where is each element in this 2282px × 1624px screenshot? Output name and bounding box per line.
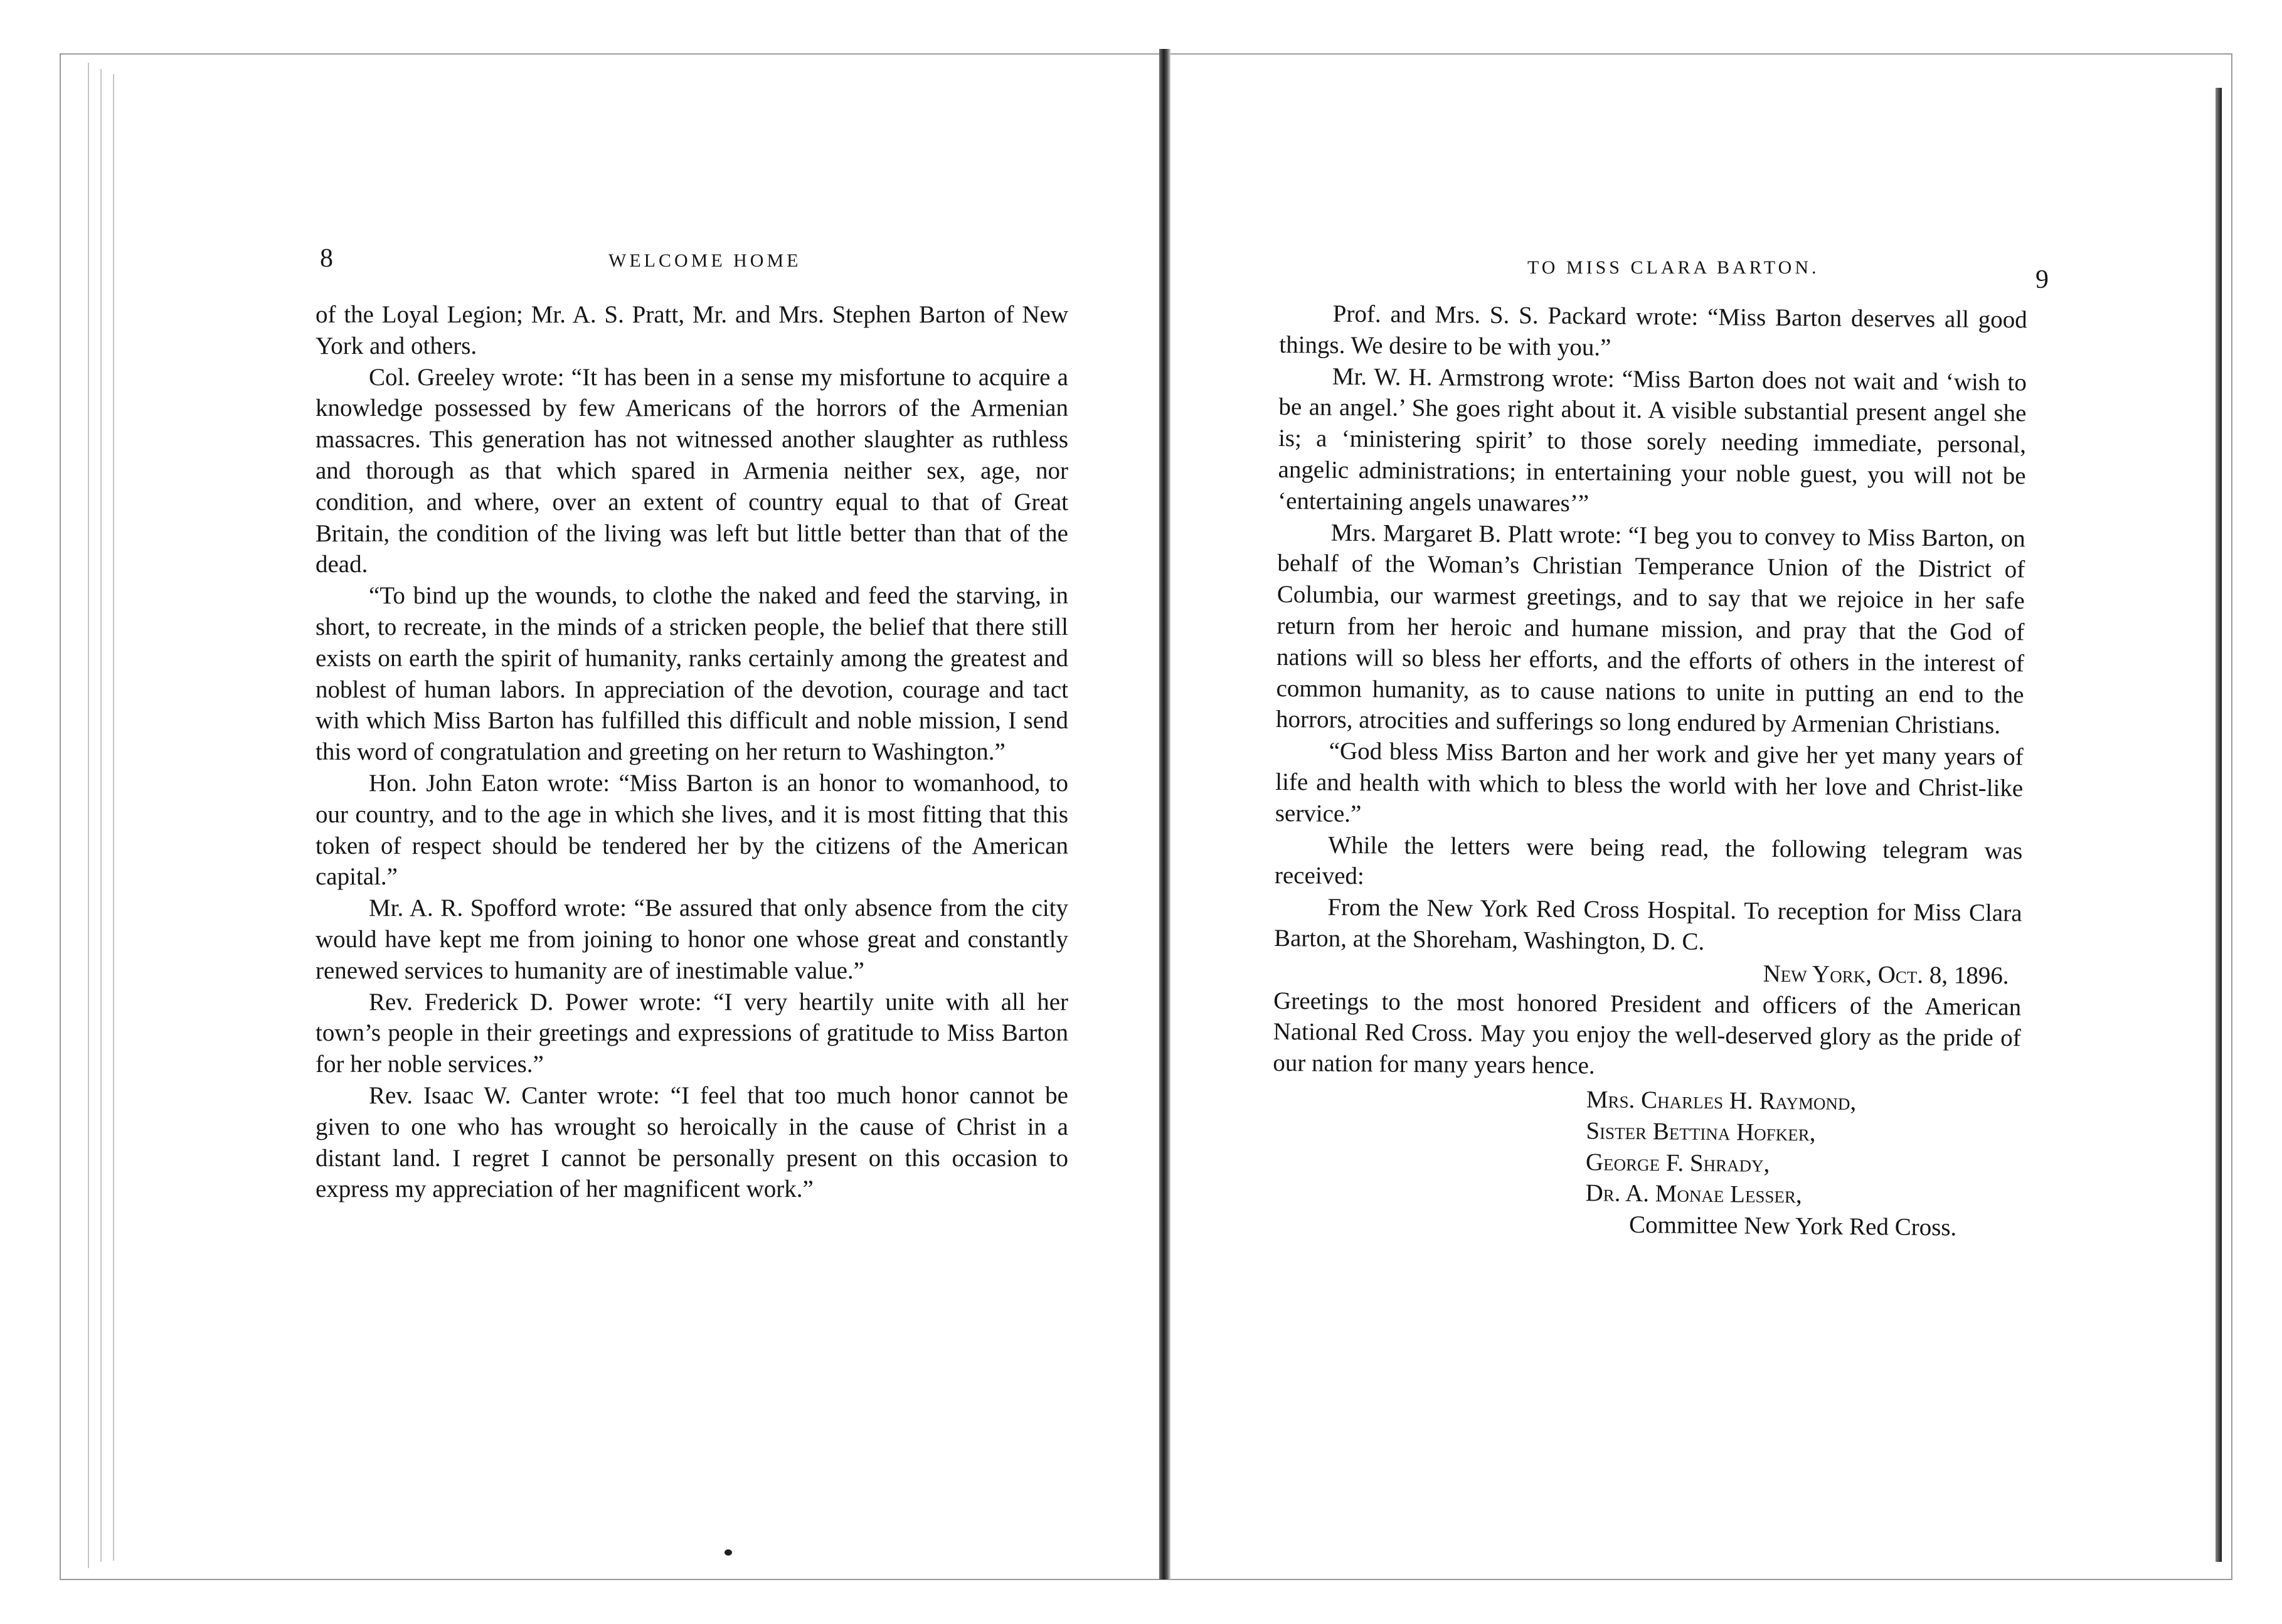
left-page (74, 58, 1165, 1569)
text-column (1271, 298, 2027, 1244)
signatory: George F. Shrady, (1585, 1148, 1770, 1177)
telegram-dateline: New York, Oct. 8, 1896. (1763, 960, 2009, 989)
paragraph: Rev. Isaac W. Canter wrote: “I feel that too much honor cannot be given to one who has wrought so heroically in the cause of Christ in a distant land. I regret I cannot be personally present on this occasion to express my appreciation of her magnificent work.” (316, 1081, 1068, 1203)
paragraph: Mrs. Margaret B. Platt wrote: “I beg you to convey to Miss Barton, on behalf of the Woman’s Christian Temperance Union of the District of Columbia, our warmest greetings, and to say that we rejoice in her safe return from her heroic and humane mission, and pray that the God of nations will so bless her efforts, and the efforts of others in the interest of common humanity, as to cause nations to unite in putting an end to the horrors, atrocities and sufferings so long endured by Armenian Christians. (1275, 519, 2025, 740)
page-number: 9 (2035, 265, 2049, 294)
paragraph: “To bind up the wounds, to clothe the naked and feed the starving, in short, to recreate, in the minds of a stricken people, the belief that there still exists on earth the spirit of humanity, ranks certainly among the greatest and noblest of human labors. In appreciation of the devotion, courage and tact with which Miss Barton has fulfilled this difficult and noble mission, I send this word of congratulation and greeting on her return to Washington.” (316, 582, 1068, 766)
paragraph: Hon. John Eaton wrote: “Miss Barton is an honor to womanhood, to our country, and to the age in which she lives, and it is most fitting that this token of respect should be tendered her by the citizens of the American capital.” (316, 769, 1068, 891)
paragraph: Mr. W. H. Armstrong wrote: “Miss Barton does not wait and ‘wish to be an angel.’ She goes right about it. A visible substantial present angel she is; a ‘ministering spirit’ to those sorely needing immediate, personal, angelic administrations; in entertaining your noble guest, you will not be ‘entertaining angels unawares’” (1277, 363, 2027, 517)
signatory: Dr. A. Monae Lesser, (1585, 1179, 1802, 1209)
paragraph: From the New York Red Cross Hospital. To reception for Miss Clara Barton, at the Shoreham, Washington, D. C. (1273, 893, 2022, 955)
paragraph: Mr. A. R. Spofford wrote: “Be assured that only absence from the city would have kept me from joining to honor one whose great and constantly renewed services to humanity are of inestimable value.” (316, 894, 1068, 984)
text-column (316, 299, 1068, 1205)
paragraph: of the Loyal Legion; Mr. A. S. Pratt, Mr. and Mrs. Stephen Barton of New York and others. (316, 301, 1068, 359)
committee-name: Committee New York Red Cross. (1628, 1211, 1957, 1241)
paragraph: Rev. Frederick D. Power wrote: “I very heartily unite with all her town’s people in their greetings and expressions of gratitude to Miss Barton for her noble services.” (316, 988, 1068, 1078)
paragraph: Prof. and Mrs. S. S. Packard wrote: “Miss Barton deserves all good things. We desire to be with you.” (1279, 300, 2027, 361)
signature-block (1271, 1081, 2020, 1244)
telegram-body: Greetings to the most honored President and officers of the American National Red Cross. May you enjoy the well-deserved glory as the pride of our nation for many years hence. (1273, 987, 2022, 1080)
page-number: 8 (320, 244, 333, 273)
paragraph: Col. Greeley wrote: “It has been in a sense my misfortune to acquire a knowledge possessed by few Americans of the horrors of the Armenian massacres. This generation has not witnessed another slaughter as ruthless and thorough as that which spared in Armenia neither sex, age, nor condition, and where, over an extent of country equal to that of Great Britain, the condition of the living was left but little better than that of the dead. (316, 363, 1068, 578)
signatory: Sister Bettina Hofker, (1586, 1117, 1816, 1147)
signatory: Mrs. Charles H. Raymond, (1586, 1086, 1857, 1115)
running-header: WELCOME HOME (608, 250, 802, 271)
right-page (1173, 63, 2219, 1568)
paragraph: While the letters were being read, the following telegram was received: (1274, 831, 2023, 890)
running-header: TO MISS CLARA BARTON. (1527, 257, 1820, 278)
paragraph: “God bless Miss Barton and her work and give her yet many years of life and health with which to bless the world with her love and Christ-like service.” (1275, 737, 2024, 827)
